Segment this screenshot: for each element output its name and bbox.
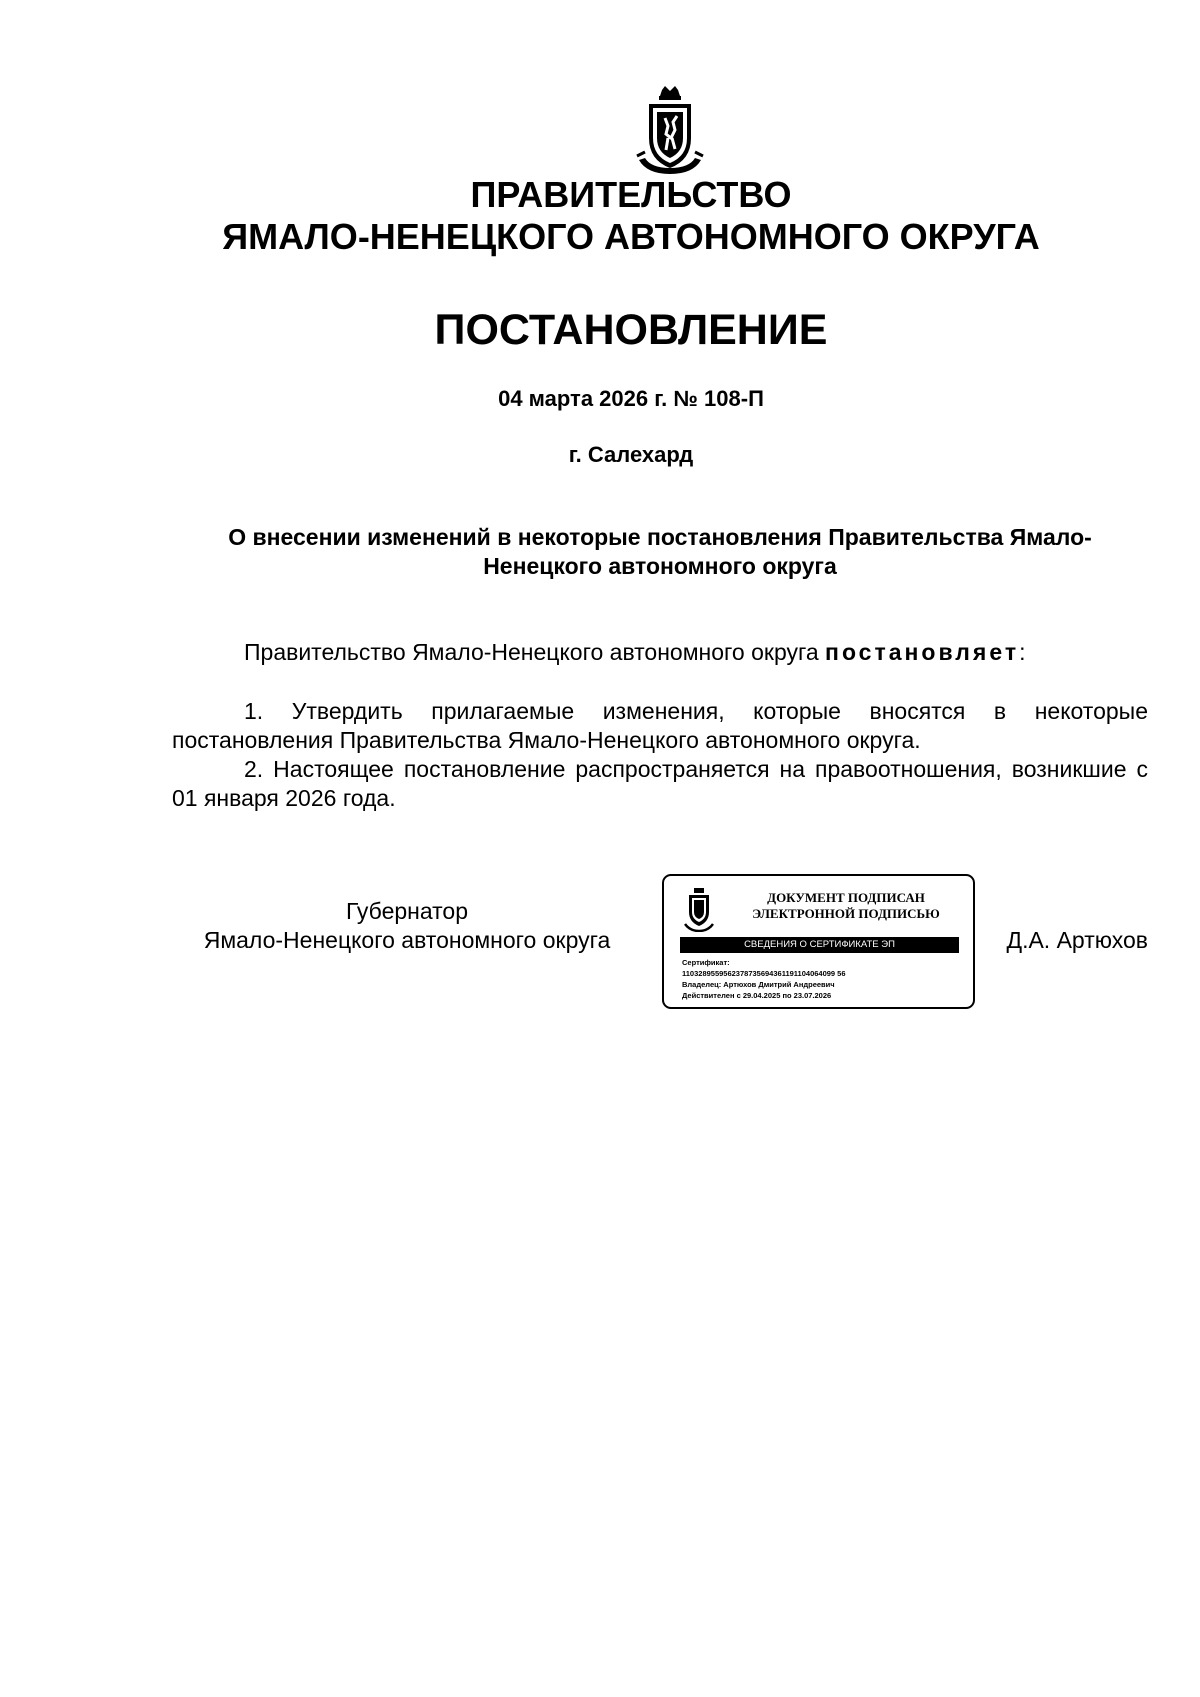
stamp-certificate-bar: СВЕДЕНИЯ О СЕРТИФИКАТЕ ЭП <box>680 937 959 953</box>
government-title: ПРАВИТЕЛЬСТВО <box>470 174 792 215</box>
stamp-cert-number: 1103289559562378735694361191104064099 56 <box>682 969 846 978</box>
document-city: г. Салехард <box>568 442 694 467</box>
preamble <box>172 638 1148 667</box>
stamp-coat-of-arms-icon <box>684 888 714 932</box>
signatory-position-line2: Ямало-Ненецкого автономного округа <box>203 927 611 953</box>
electronic-signature-stamp <box>662 874 975 1009</box>
document-date-number: 04 марта 2026 г. № 108-П <box>498 386 764 411</box>
preamble-colon: : <box>1019 639 1026 665</box>
signatory-position-line1: Губернатор <box>345 898 469 924</box>
preamble-text: Правительство Ямало-Ненецкого автономного округа <box>244 639 826 665</box>
signatory-name: Д.А. Артюхов <box>1006 927 1148 953</box>
signatory-position <box>172 897 642 955</box>
decree-item-2: 2. Настоящее постановление распространяется на правоотношения, возникшие с 01 января 2026 года. <box>172 756 1148 811</box>
document-subject: О внесении изменений в некоторые постановления Правительства Ямало-Ненецкого автономного округа <box>228 524 1092 579</box>
stamp-heading-line1: ДОКУМЕНТ ПОДПИСАН <box>767 890 925 905</box>
coat-of-arms-icon <box>635 86 705 178</box>
decree-item-1: 1. Утвердить прилагаемые изменения, которые вносятся в некоторые постановления Правительства Ямало-Ненецкого автономного округа. <box>172 698 1148 753</box>
document-type: ПОСТАНОВЛЕНИЕ <box>434 306 828 354</box>
preamble-decree-word: постановляет <box>825 639 1020 665</box>
stamp-owner: Владелец: Артюхов Дмитрий Андреевич <box>682 980 835 989</box>
stamp-cert-label: Сертификат: <box>682 958 730 967</box>
stamp-heading <box>726 890 966 922</box>
government-region-title: ЯМАЛО-НЕНЕЦКОГО АВТОНОМНОГО ОКРУГА <box>222 216 1040 257</box>
stamp-validity: Действителен с 29.04.2025 по 23.07.2026 <box>682 991 832 1000</box>
stamp-heading-line2: ЭЛЕКТРОННОЙ ПОДПИСЬЮ <box>752 906 940 921</box>
